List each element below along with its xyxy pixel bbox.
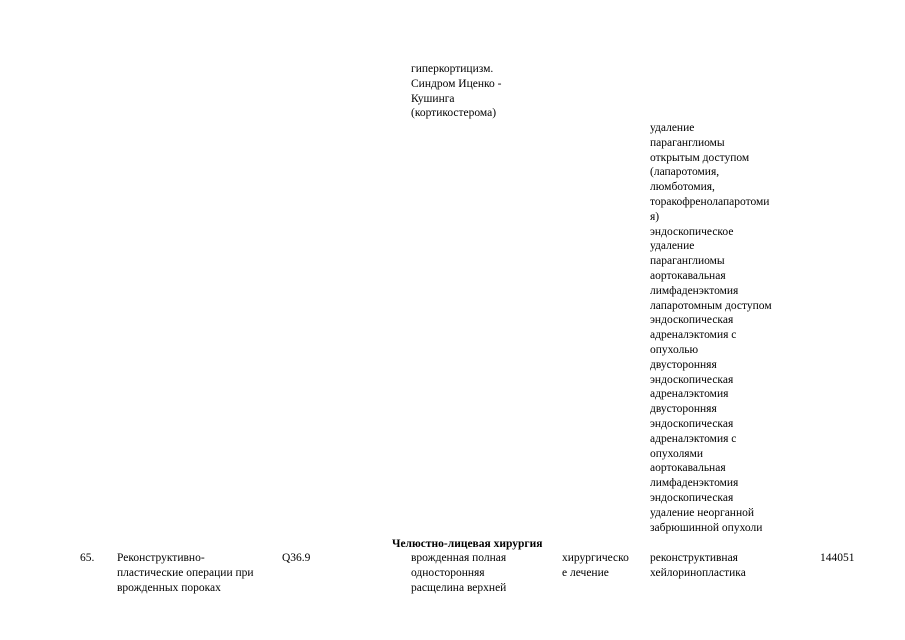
- treatment-method-line: торакофренолапаротоми: [650, 195, 770, 208]
- procedure-name-line: Реконструктивно-: [117, 552, 205, 564]
- treatment-method-line: двусторонняя: [650, 403, 717, 416]
- row-procedure-name: [117, 551, 254, 595]
- procedure-name-line: врожденных пороках: [117, 581, 221, 594]
- treatment-method-line: лимфаденэктомия: [650, 284, 739, 297]
- patient-model-line: расщелина верхней: [411, 581, 507, 594]
- diagnosis-text-line: (кортикостерома): [411, 107, 497, 120]
- treatment-method-line: адреналэктомия с: [650, 329, 737, 342]
- treatment-method-line: открытым доступом: [650, 151, 750, 164]
- diagnosis-text-line: Синдром Иценко -: [411, 77, 502, 90]
- treatment-type-line: хирургическо: [562, 552, 629, 564]
- row-treatment-method: [650, 551, 746, 581]
- diagnosis-text-line: Кушинга: [411, 92, 455, 105]
- section-heading: Челюстно-лицевая хирургия: [392, 538, 543, 550]
- treatment-method-line: эндоскопическая: [650, 491, 734, 504]
- treatment-method-line: параганглиомы: [650, 255, 725, 268]
- row-number: 65.: [80, 552, 95, 564]
- row-treatment-type: [562, 551, 629, 581]
- row-patient-model: [411, 551, 506, 595]
- treatment-method-line: лапаротомным доступом: [650, 299, 772, 312]
- treatment-method-line: эндоскопическая: [650, 314, 734, 327]
- treatment-method-line: я): [650, 210, 660, 223]
- treatment-method-line: аортокавальная: [650, 462, 726, 475]
- treatment-method-line: параганглиомы: [650, 136, 725, 149]
- treatment-method-line: люмботомия,: [650, 181, 715, 194]
- treatment-method-line: эндоскопическая: [650, 373, 734, 386]
- row-cost: 144051: [820, 552, 855, 564]
- treatment-method-line: хейлоринопластика: [650, 566, 746, 579]
- treatment-method-line: аортокавальная: [650, 269, 726, 282]
- treatment-method-line: опухолью: [650, 343, 699, 356]
- procedure-name-line: пластические операции при: [117, 566, 254, 579]
- treatment-method-line: удаление: [650, 122, 695, 134]
- treatment-method-line: лимфаденэктомия: [650, 477, 739, 490]
- treatment-method-line: удаление неорганной: [650, 506, 755, 519]
- treatment-method-line: эндоскопическая: [650, 417, 734, 430]
- patient-model-line: врожденная полная: [411, 552, 507, 564]
- treatment-method-line: (лапаротомия,: [650, 166, 720, 179]
- diagnosis-continuation-cell: [411, 62, 501, 121]
- row-icd-code: Q36.9: [282, 552, 311, 564]
- treatment-method-line: реконструктивная: [650, 552, 738, 564]
- treatment-method-line: двусторонняя: [650, 358, 717, 371]
- patient-model-line: односторонняя: [411, 566, 485, 579]
- diagnosis-text-line: гиперкортицизм.: [411, 63, 494, 75]
- treatment-method-line: удаление: [650, 240, 695, 253]
- treatment-methods-cell: [650, 121, 772, 535]
- treatment-type-line: е лечение: [562, 566, 609, 579]
- treatment-method-line: адреналэктомия: [650, 388, 729, 401]
- treatment-method-line: опухолями: [650, 447, 704, 460]
- treatment-method-line: адреналэктомия с: [650, 432, 737, 445]
- treatment-method-line: забрюшинной опухоли: [650, 521, 763, 534]
- treatment-method-line: эндоскопическое: [650, 225, 734, 238]
